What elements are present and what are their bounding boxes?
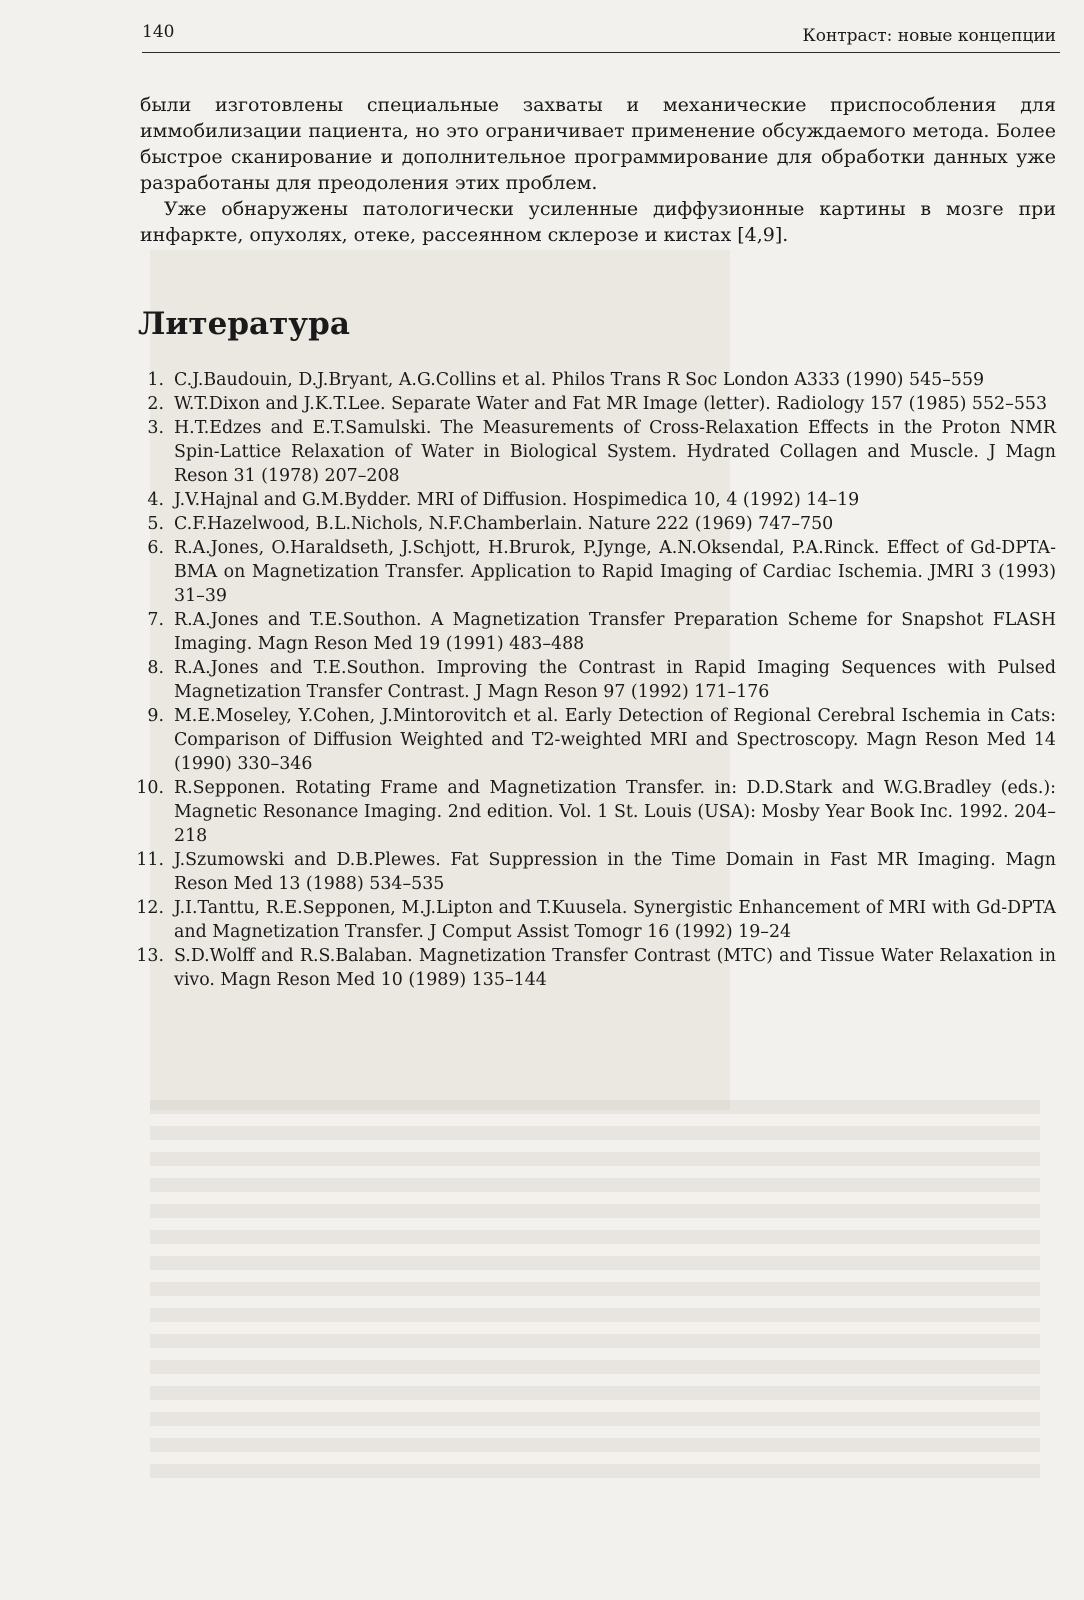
reference-list [134,368,1056,992]
body-text [140,92,1056,248]
reference-text: W.T.Dixon and J.K.T.Lee. Separate Water and Fat MR Image (letter). Radiology 157 (1985) 552–553 [174,394,1048,414]
reference-number: 2. [147,394,164,414]
reference-item [134,776,1056,848]
references-title: Литература [138,306,350,342]
reference-number: 4. [147,490,164,510]
reference-item [134,656,1056,704]
reference-number: 9. [147,706,164,726]
reference-number: 13. [136,946,164,966]
body-paragraph: были изготовлены специальные захваты и механические приспособления для иммобилизации пациента, но это ограничивает применение обсуждаемого метода. Более быстрое сканирование и дополнительное программирование для обработки данных уже разработаны для преодоления этих проблем. [140,94,1056,194]
bleed-through-text [150,1100,1040,1480]
reference-item [134,416,1056,488]
reference-text: R.A.Jones and T.E.Southon. Improving the Contrast in Rapid Imaging Sequences with Pulsed Magnetization Transfer Contrast. J Magn Reson 97 (1992) 171–176 [174,658,1056,702]
reference-item [134,488,1056,512]
reference-item [134,848,1056,896]
reference-item [134,512,1056,536]
reference-item [134,392,1056,416]
reference-text: C.J.Baudouin, D.J.Bryant, A.G.Collins et al. Philos Trans R Soc London A333 (1990) 545–559 [174,370,985,390]
reference-item [134,944,1056,992]
reference-number: 1. [147,370,164,390]
reference-text: R.Sepponen. Rotating Frame and Magnetization Transfer. in: D.D.Stark and W.G.Bradley (eds.): Magnetic Resonance Imaging. 2nd edition. Vol. 1 St. Louis (USA): Mosby Year Book Inc. 1992. 204–218 [174,778,1056,846]
reference-item [134,704,1056,776]
reference-number: 5. [147,514,164,534]
reference-text: H.T.Edzes and E.T.Samulski. The Measurements of Cross-Relaxation Effects in the Proton NMR Spin-Lattice Relaxation of Water in Biological System. Hydrated Collagen and Muscle. J Magn Reson 31 (1978) 207–208 [174,418,1056,486]
reference-text: C.F.Hazelwood, B.L.Nichols, N.F.Chamberlain. Nature 222 (1969) 747–750 [174,514,834,534]
reference-number: 7. [147,610,164,630]
reference-number: 12. [136,898,164,918]
reference-number: 3. [147,418,164,438]
reference-number: 8. [147,658,164,678]
page-header [142,22,1060,53]
reference-item [134,608,1056,656]
reference-item [134,368,1056,392]
running-title: Контраст: новые концепции [802,26,1056,46]
reference-text: S.D.Wolff and R.S.Balaban. Magnetization Transfer Contrast (MTC) and Tissue Water Relaxation in vivo. Magn Reson Med 10 (1989) 135–144 [174,946,1056,990]
reference-text: J.I.Tanttu, R.E.Sepponen, M.J.Lipton and T.Kuusela. Synergistic Enhancement of MRI with Gd-DPTA and Magnetization Transfer. J Comput Assist Tomogr 16 (1992) 19–24 [174,898,1056,942]
reference-number: 6. [147,538,164,558]
reference-number: 11. [136,850,164,870]
reference-text: R.A.Jones, O.Haraldseth, J.Schjott, H.Brurok, P.Jynge, A.N.Oksendal, P.A.Rinck. Effect of Gd-DPTA-BMA on Magnetization Transfer. Application to Rapid Imaging of Cardiac Ischemia. JMRI 3 (1993) 31–39 [174,538,1056,606]
page-number: 140 [142,22,175,42]
reference-item [134,536,1056,608]
reference-item [134,896,1056,944]
reference-text: J.Szumowski and D.B.Plewes. Fat Suppression in the Time Domain in Fast MR Imaging. Magn Reson Med 13 (1988) 534–535 [174,850,1056,894]
reference-text: J.V.Hajnal and G.M.Bydder. MRI of Diffusion. Hospimedica 10, 4 (1992) 14–19 [174,490,860,510]
reference-text: M.E.Moseley, Y.Cohen, J.Mintorovitch et al. Early Detection of Regional Cerebral Ischemia in Cats: Comparison of Diffusion Weighted and T2-weighted MRI and Spectroscopy. Magn Reson Med 14 (1990) 330–346 [174,706,1056,774]
body-paragraph: Уже обнаружены патологически усиленные диффузионные картины в мозге при инфаркте, опухолях, отеке, рассеянном склерозе и кистах [4,9]. [140,198,1056,246]
reference-number: 10. [136,778,164,798]
reference-text: R.A.Jones and T.E.Southon. A Magnetization Transfer Preparation Scheme for Snapshot FLASH Imaging. Magn Reson Med 19 (1991) 483–488 [174,610,1056,654]
